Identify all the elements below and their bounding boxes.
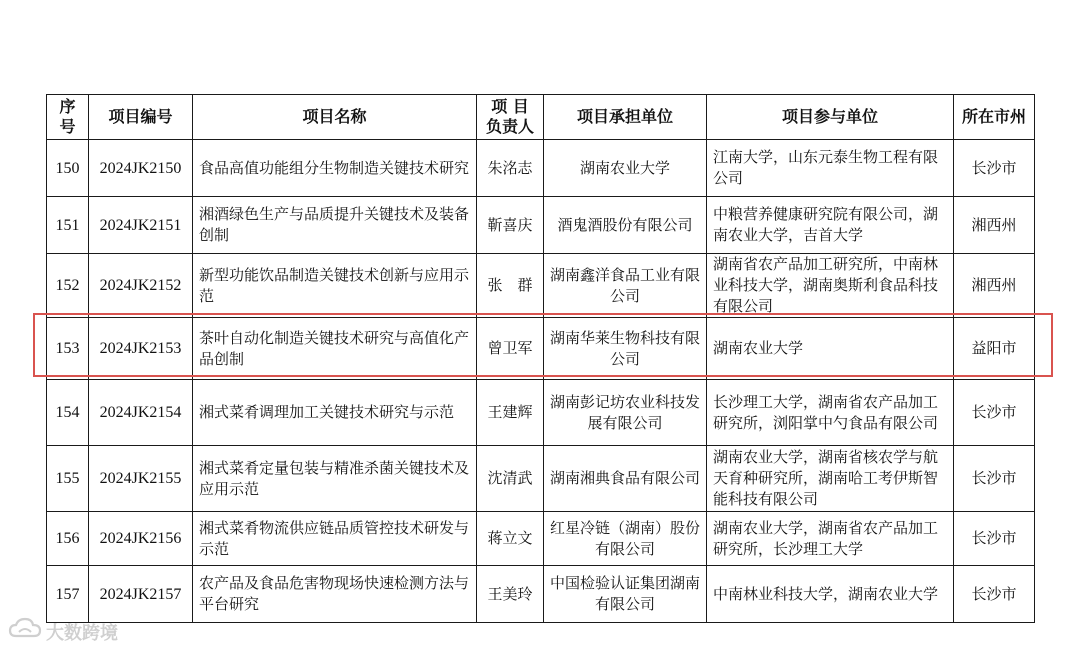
table-row (47, 197, 1035, 254)
cell-city: 湘西州 (954, 254, 1035, 318)
cell-no: 154 (47, 380, 89, 446)
cell-code: 2024JK2154 (89, 380, 193, 446)
project-table (46, 94, 1035, 623)
table-header-row (47, 95, 1035, 140)
cell-project-name: 湘式菜肴物流供应链品质管控技术研发与示范 (193, 512, 477, 566)
cell-partner-units: 湖南农业大学，湖南省农产品加工研究所，长沙理工大学 (707, 512, 954, 566)
cell-code: 2024JK2152 (89, 254, 193, 318)
table-row (47, 566, 1035, 623)
cell-leader: 王美玲 (477, 566, 544, 623)
cell-project-name: 新型功能饮品制造关键技术创新与应用示范 (193, 254, 477, 318)
cell-host-unit: 湖南鑫洋食品工业有限公司 (544, 254, 707, 318)
cell-partner-units: 长沙理工大学，湖南省农产品加工研究所，浏阳掌中勺食品有限公司 (707, 380, 954, 446)
cell-project-name: 湘式菜肴定量包装与精准杀菌关键技术及应用示范 (193, 446, 477, 512)
cell-partner-units: 中粮营养健康研究院有限公司，湖南农业大学，吉首大学 (707, 197, 954, 254)
cell-no: 153 (47, 318, 89, 380)
cell-host-unit: 湖南彭记坊农业科技发展有限公司 (544, 380, 707, 446)
cell-city: 湘西州 (954, 197, 1035, 254)
cell-project-name: 茶叶自动化制造关键技术研究与高值化产品创制 (193, 318, 477, 380)
cell-code: 2024JK2150 (89, 140, 193, 197)
table-row (47, 446, 1035, 512)
cell-leader: 张 群 (477, 254, 544, 318)
cell-partner-units: 中南林业科技大学，湖南农业大学 (707, 566, 954, 623)
cell-project-name: 湘式菜肴调理加工关键技术研究与示范 (193, 380, 477, 446)
header-no: 序号 (47, 95, 89, 140)
cell-city: 长沙市 (954, 380, 1035, 446)
cell-leader: 沈清武 (477, 446, 544, 512)
cell-leader: 靳喜庆 (477, 197, 544, 254)
cell-code: 2024JK2157 (89, 566, 193, 623)
header-partners: 项目参与单位 (707, 95, 954, 140)
cell-host-unit: 红星冷链（湖南）股份有限公司 (544, 512, 707, 566)
cell-leader: 王建辉 (477, 380, 544, 446)
header-leader: 项 目 负责人 (477, 95, 544, 140)
cell-leader: 曾卫军 (477, 318, 544, 380)
table-row (47, 380, 1035, 446)
cell-city: 长沙市 (954, 446, 1035, 512)
table-row-highlighted (47, 318, 1035, 380)
cell-city: 长沙市 (954, 566, 1035, 623)
cell-no: 155 (47, 446, 89, 512)
cell-code: 2024JK2153 (89, 318, 193, 380)
header-city: 所在市州 (954, 95, 1035, 140)
table-row (47, 512, 1035, 566)
cell-leader: 朱洺志 (477, 140, 544, 197)
watermark (8, 617, 118, 646)
cell-city: 长沙市 (954, 140, 1035, 197)
cell-host-unit: 湖南华莱生物科技有限公司 (544, 318, 707, 380)
header-name: 项目名称 (193, 95, 477, 140)
cell-no: 150 (47, 140, 89, 197)
cell-host-unit: 湖南农业大学 (544, 140, 707, 197)
cell-host-unit: 中国检验认证集团湖南有限公司 (544, 566, 707, 623)
cell-code: 2024JK2151 (89, 197, 193, 254)
header-code: 项目编号 (89, 95, 193, 140)
cell-no: 157 (47, 566, 89, 623)
table-row (47, 254, 1035, 318)
cell-leader: 蒋立文 (477, 512, 544, 566)
cell-project-name: 农产品及食品危害物现场快速检测方法与平台研究 (193, 566, 477, 623)
cell-city: 益阳市 (954, 318, 1035, 380)
cell-code: 2024JK2155 (89, 446, 193, 512)
table-row (47, 140, 1035, 197)
header-host: 项目承担单位 (544, 95, 707, 140)
cell-project-name: 湘酒绿色生产与品质提升关键技术及装备创制 (193, 197, 477, 254)
cell-partner-units: 湖南农业大学 (707, 318, 954, 380)
cell-project-name: 食品高值功能组分生物制造关键技术研究 (193, 140, 477, 197)
cell-host-unit: 酒鬼酒股份有限公司 (544, 197, 707, 254)
cell-partner-units: 湖南农业大学，湖南省核农学与航天育种研究所，湖南哈工考伊斯智能科技有限公司 (707, 446, 954, 512)
cell-no: 152 (47, 254, 89, 318)
cell-no: 151 (47, 197, 89, 254)
table-body (47, 140, 1035, 623)
cell-partner-units: 湖南省农产品加工研究所，中南林业科技大学，湖南奥斯利食品科技有限公司 (707, 254, 954, 318)
cloud-logo-icon (8, 617, 42, 646)
watermark-text: 大数跨境 (46, 622, 118, 644)
cell-city: 长沙市 (954, 512, 1035, 566)
cell-partner-units: 江南大学，山东元泰生物工程有限公司 (707, 140, 954, 197)
cell-no: 156 (47, 512, 89, 566)
cell-host-unit: 湖南湘典食品有限公司 (544, 446, 707, 512)
cell-code: 2024JK2156 (89, 512, 193, 566)
